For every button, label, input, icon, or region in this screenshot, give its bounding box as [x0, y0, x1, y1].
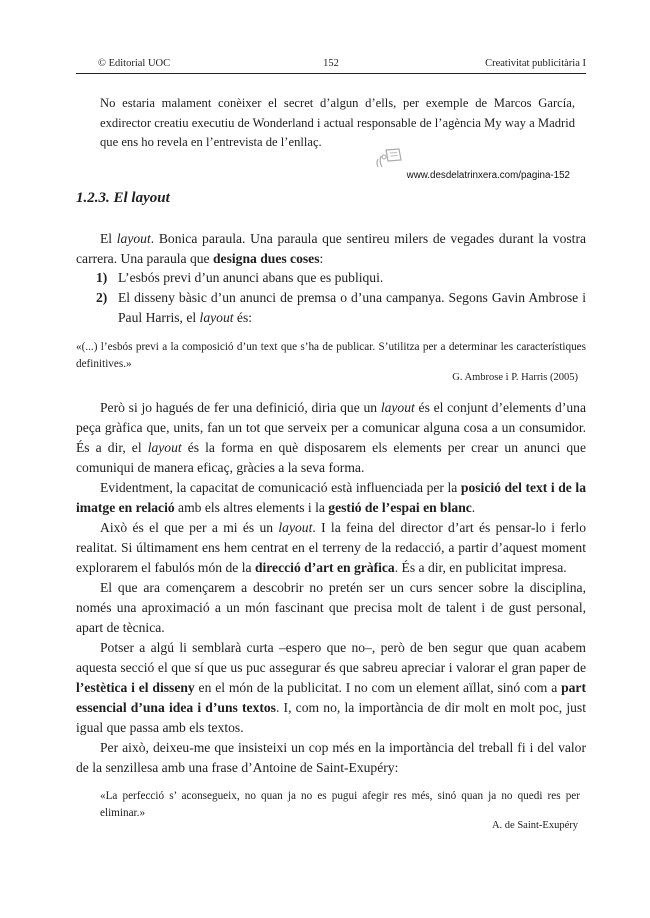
list-text: L’esbós previ d’un anunci abans que es publiqui.: [118, 270, 384, 285]
text-run: . És a dir, en publicitat impresa.: [394, 560, 567, 575]
text-run: El disseny bàsic d’un anunci de premsa o d’una campanya. Segons Gavin Ambrose i Paul Harris, el: [118, 290, 586, 325]
quote-ambrose-harris: «(...) l’esbós previ a la composició d’un text que s’ha de publicar. S’utilitza per a determinar les característiques definitives.»: [76, 341, 586, 370]
opening-paragraph: [76, 229, 586, 269]
page-header: [76, 58, 586, 74]
list-item: [76, 288, 586, 328]
list-number: 1): [96, 270, 108, 285]
italic-term: layout: [147, 440, 182, 455]
bold-term: posició del text i de la imatge en relació: [76, 480, 586, 515]
intro-paragraph: No estaria malament conèixer el secret d’algun d’ells, per exemple de Marcos García, exdirector creatiu executiu de Wonderland i actual responsable de l’agència My way a Madrid que ens ho revela en l’entrevista de l’enllaç.: [100, 96, 575, 149]
list-item: [76, 268, 586, 288]
section-title: 1.2.3. El layout: [76, 190, 170, 206]
text-run: Evidentment, la capacitat de comunicació està influenciada per la: [100, 480, 461, 495]
bold-term: direcció d’art en gràfica: [254, 560, 395, 575]
bold-term: l’estètica i el disseny: [76, 680, 195, 695]
list-text: [118, 288, 586, 328]
italic-term: layout: [278, 520, 313, 535]
italic-term: layout: [199, 310, 234, 325]
text-run: Això és el que per a mi és un: [100, 520, 279, 535]
header-book-title: Creativitat publicitària I: [485, 58, 586, 69]
text-run: amb els altres elements i la: [174, 500, 329, 515]
header-rule: [76, 73, 586, 74]
text-run: Però si jo hagués de fer una definició, diria que un: [100, 400, 381, 415]
paragraph: Per això, deixeu-me que insisteixi un cop més en la importància del treball fi i del valor de la senzillesa amb una frase d’Antoine de Saint-Exupéry:: [76, 740, 586, 775]
definition-list: [76, 268, 586, 328]
paragraph: [76, 518, 586, 578]
text-run: .: [471, 500, 476, 515]
header-page-number: 152: [323, 58, 339, 69]
bold-term: part essencial d’una idea i d’uns textos: [76, 680, 586, 715]
italic-term: layout: [380, 400, 415, 415]
text-run: en el món de la publicitat. I no com un element aïllat, sinó com a: [194, 680, 562, 695]
text-run: :: [319, 251, 324, 266]
link-url[interactable]: www.desdelatrinxera.com/pagina-152: [406, 170, 570, 181]
quote-saint-exupery: «La perfecció s’ aconsegueix, no quan ja no es pugui afegir res més, sinó quan ja no quedi res per eliminar.»: [100, 790, 580, 819]
quote-source: A. de Saint-Exupéry: [491, 820, 578, 831]
paragraph: El que ara començarem a descobrir no pretén ser un curs sencer sobre la disciplina, només una aproximació a un món fascinant que precisa molt de talent i de gust personal, apart de tècnica.: [76, 580, 586, 635]
text-run: és el conjunt d’elements d’una peça gràfica que, units, fan un tot que serveix per a comunicar alguna cosa a un consumidor. És a dir, el: [76, 400, 586, 455]
text-run: . I, com no, la importància de dir molt en molt poc, just igual que passa amb els textos.: [76, 700, 586, 735]
quote-source: G. Ambrose i P. Harris (2005): [452, 372, 578, 383]
bold-term: designa dues coses: [212, 251, 320, 266]
text-run: Potser a algú li semblarà curta –espero que no–, però de ben segur que quan acabem aquesta secció el que sí que us puc assegurar és que sabreu apreciar i valorar el gran paper de: [76, 640, 586, 675]
paragraph: [76, 478, 586, 518]
list-number: 2): [96, 290, 108, 305]
paragraph: [76, 638, 586, 738]
paragraph: [76, 398, 586, 478]
main-text: [76, 398, 586, 778]
italic-term: layout: [116, 231, 151, 246]
header-publisher: © Editorial UOC: [98, 58, 171, 69]
text-run: és la forma en què disposarem els elements per crear un anunci que comuniqui de manera eficaç, gràcies a la seva forma.: [76, 440, 586, 475]
bold-term: gestió de l’espai en blanc: [328, 500, 472, 515]
text-run: és:: [233, 310, 253, 325]
web-link-icon[interactable]: [372, 147, 408, 169]
text-run: . Bonica paraula. Una paraula que sentireu milers de vegades durant la vostra carrera. Una paraula que: [76, 231, 587, 266]
text-run: El: [100, 231, 117, 246]
text-run: . I la feina del director d’art és pensar-lo i ferlo realitat. Si últimament ens hem centrat en el terreny de la redacció, a partir d’aquest moment explorarem el fabulós món de la: [76, 520, 586, 575]
